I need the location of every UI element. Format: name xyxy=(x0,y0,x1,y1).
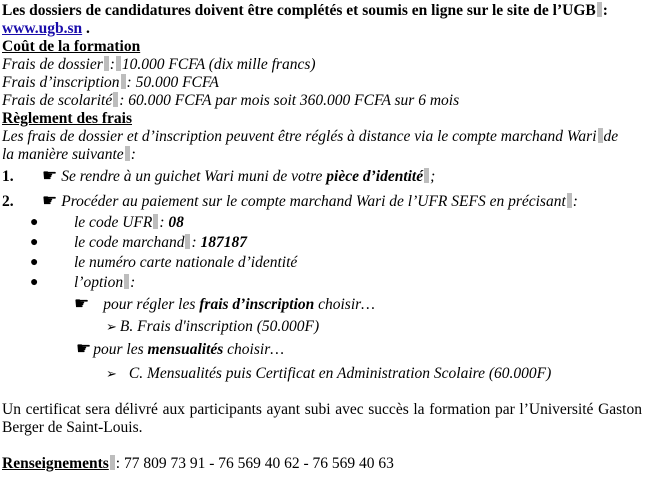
payment-desc-text-2: la manière suivante xyxy=(2,146,124,163)
space-mark xyxy=(567,193,572,208)
scolarite-fee-value: : 60.000 FCFA par mois soit 360.000 FCFA sur 6 mois xyxy=(119,92,460,109)
pointing-hand-icon: ☛ xyxy=(42,191,58,210)
space-mark xyxy=(110,455,115,470)
step-1 xyxy=(2,167,642,185)
option-1-choice-text: B. Frais d'inscription (50.000F) xyxy=(119,318,320,335)
option-1-post: choisir… xyxy=(318,296,375,313)
option-1-pre: pour régler les xyxy=(103,296,196,313)
pointing-hand-icon: ☛ xyxy=(74,294,90,313)
contact-phones: : 77 809 73 91 - 76 569 40 62 - 76 569 40 63 xyxy=(115,455,394,472)
bullet-icon: ● xyxy=(30,215,39,230)
option-1-choice xyxy=(2,318,642,336)
list-item: ● le code UFR : 08 xyxy=(30,214,184,231)
certificate-paragraph: Un certificat sera délivré aux participants ayant subi avec succès la formation par l’Université Gaston Berger de Saint-Louis. xyxy=(2,401,642,436)
contact-line xyxy=(2,455,642,473)
space-mark xyxy=(598,128,603,143)
space-mark xyxy=(424,168,429,183)
space-mark xyxy=(597,2,602,17)
option-1-bold: frais d’inscription xyxy=(199,296,315,313)
step-2 xyxy=(2,192,642,210)
step-2-number: 2. xyxy=(2,193,14,210)
space-mark xyxy=(121,74,126,89)
bullet-icon: ● xyxy=(30,255,39,270)
intro-text: Les dossiers de candidatures doivent être complétés et soumis en ligne sur le site de l’UGB xyxy=(2,2,596,19)
code-marchand-value: 187187 xyxy=(200,234,248,251)
list-item: ● l’option : xyxy=(30,274,136,291)
list-item xyxy=(2,254,642,272)
space-mark xyxy=(185,234,190,249)
scolarite-fee-line xyxy=(2,92,642,110)
option-2-choice xyxy=(2,365,642,383)
option-text: l’option xyxy=(74,274,124,291)
scolarite-fee-label: Frais de scolarité xyxy=(2,92,113,109)
inscription-fee-value: : 50.000 FCFA xyxy=(126,74,219,91)
payment-desc-line2 xyxy=(2,146,642,164)
step-2-text: Procéder au paiement sur le compte marchand Wari de l’UFR SEFS en précisant xyxy=(61,193,566,210)
cost-heading: Coût de la formation xyxy=(2,38,141,55)
step-1-bold: pièce d’identité xyxy=(326,168,424,185)
dossier-fee-label: Frais de dossier xyxy=(2,56,103,73)
option-2-bold: mensualités xyxy=(147,341,224,358)
option-2-pre: pour les xyxy=(93,341,144,358)
space-mark xyxy=(125,146,130,161)
step-1-tail: ; xyxy=(430,168,436,185)
intro-link-line xyxy=(2,20,642,38)
intro-tail: . xyxy=(86,20,90,37)
payment-desc-line1: Les frais de dossier et d’inscription peuvent être réglés à distance via le compte marchand Wari de xyxy=(2,128,619,145)
space-mark xyxy=(116,56,121,71)
option-2 xyxy=(2,340,642,358)
pointing-hand-icon: ☛ xyxy=(76,339,92,358)
document-page xyxy=(2,2,642,473)
space-mark xyxy=(104,56,109,71)
inscription-fee-label: Frais d’inscription xyxy=(2,74,120,91)
option-2-choice-text: C. Mensualités puis Certificat en Administration Scolaire (60.000F) xyxy=(128,365,552,382)
arrow-right-icon: ➢ xyxy=(106,319,117,334)
step-2-tail: : xyxy=(572,193,578,210)
space-mark xyxy=(124,274,129,289)
arrow-right-icon: ➢ xyxy=(106,366,117,381)
list-item: ● le code marchand : 187187 xyxy=(30,234,248,251)
payment-desc-colon: : xyxy=(130,146,136,163)
cni-text: le numéro carte nationale d’identité xyxy=(74,254,298,271)
space-mark xyxy=(113,92,118,107)
code-ufr-label: le code UFR xyxy=(74,214,153,231)
option-2-post: choisir… xyxy=(227,341,285,358)
bullet-icon: ● xyxy=(30,235,39,250)
contact-label: Renseignements xyxy=(2,455,109,472)
code-marchand-label: le code marchand xyxy=(74,234,185,251)
dossier-fee-value: 10.000 FCFA (dix mille francs) xyxy=(121,56,316,73)
step-1-text: Se rendre à un guichet Wari muni de votre xyxy=(61,168,323,185)
pointing-hand-icon: ☛ xyxy=(42,166,58,185)
intro-paragraph: Les dossiers de candidatures doivent être complétés et soumis en ligne sur le site de l’UGB : xyxy=(2,2,608,19)
ugb-website-link[interactable]: www.ugb.sn xyxy=(2,20,83,37)
payment-desc-text: Les frais de dossier et d’inscription peuvent être réglés à distance via le compte marchand Wari xyxy=(2,128,597,145)
bullet-icon: ● xyxy=(30,275,39,290)
inscription-fee-line xyxy=(2,74,642,92)
step-1-number: 1. xyxy=(2,168,14,185)
payment-heading: Règlement des frais xyxy=(2,110,132,127)
code-ufr-value: 08 xyxy=(168,214,184,231)
space-mark xyxy=(153,214,158,229)
option-1 xyxy=(2,295,642,313)
dossier-fee-line: Frais de dossier : 10.000 FCFA (dix mille francs) xyxy=(2,56,316,73)
